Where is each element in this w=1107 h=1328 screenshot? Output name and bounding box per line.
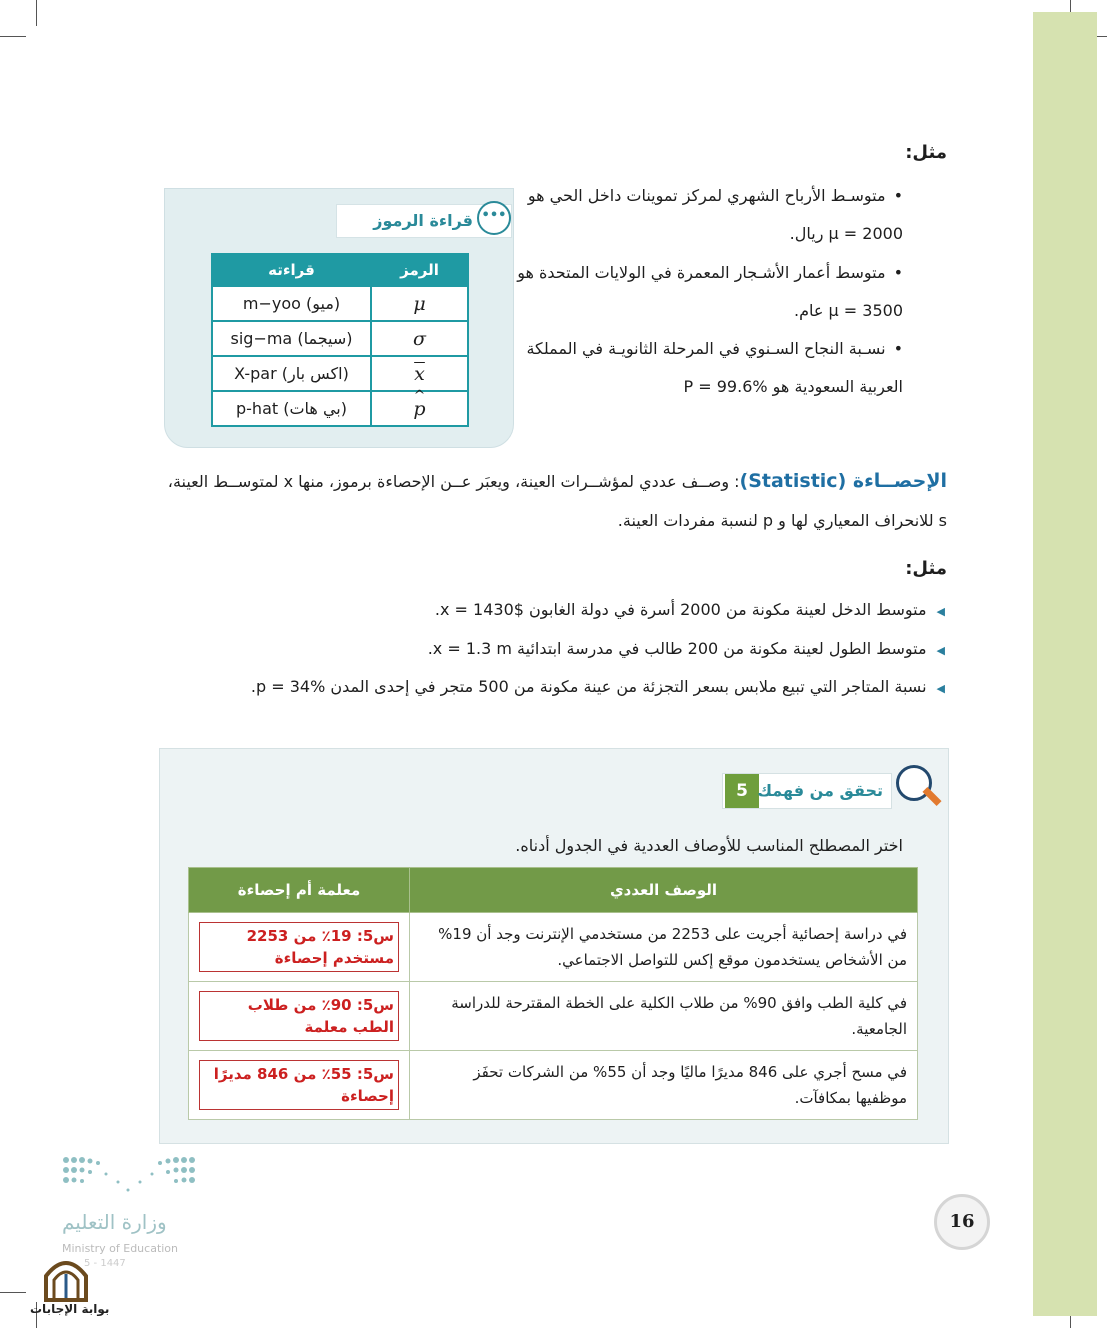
table-row <box>189 982 918 1051</box>
reading-cell: (بي هات) p-hat <box>212 391 371 426</box>
list-item: ◀متوسط الدخل لعينة مكونة من 2000 أسرة في دولة الغابون x = 1430$. <box>434 600 945 619</box>
symbol-cell: σ <box>371 321 468 356</box>
table-row <box>189 913 918 982</box>
table-row <box>212 356 468 391</box>
symbols-table <box>211 253 469 427</box>
bullet-item: •نسـبة النجاح السـنوي في المرحلة الثانويـة في المملكة <box>526 339 903 358</box>
crop-mark <box>36 0 37 26</box>
answer-box: س5: 90٪ من طلاب الطب معلمة <box>199 991 399 1041</box>
symbol-cell: μ <box>371 286 468 321</box>
exercise-number-badge: 5 <box>725 774 759 808</box>
crop-mark <box>0 36 26 37</box>
definition-term: الإحصــاءة (Statistic) <box>739 470 947 492</box>
table-row <box>189 1051 918 1120</box>
reading-cell: (سيجما) sig−ma <box>212 321 371 356</box>
example-heading: مثل: <box>905 558 947 579</box>
check-header <box>722 773 892 809</box>
description-cell: في مسح أجري على 846 مديرًا ماليًا وجد أن 55% من الشركات تحفَز موظفيها بمكافآت. <box>410 1051 918 1120</box>
table-row <box>212 391 468 426</box>
bullet-icon: • <box>893 263 903 282</box>
triangle-bullet-icon: ◀ <box>936 644 945 657</box>
watermark-text: بوابة الإجابات <box>30 1302 110 1316</box>
description-cell: في دراسة إحصائية أجريت على 2253 من مستخدمي الإنترنت وجد أن 19% من الأشخاص يستخدمون موقع إكس للتواصل الاجتماعي. <box>410 913 918 982</box>
symbols-box-header <box>336 204 512 238</box>
crop-mark <box>0 1292 26 1293</box>
triangle-bullet-icon: ◀ <box>936 682 945 695</box>
answer-cell <box>189 982 410 1051</box>
bullet-value: العربية السعودية هو P = 99.6% <box>683 377 903 396</box>
ministry-name-arabic: وزارة التعليم <box>62 1210 167 1234</box>
speech-bubble-icon: ••• <box>477 201 511 235</box>
table-row <box>212 286 468 321</box>
header-description: الوصف العددي <box>410 868 918 913</box>
answers-table <box>188 867 918 1120</box>
definition-line-1: الإحصــاءة (Statistic): وصــف عددي لمؤشــرات العينة، ويعبَر عــن الإحصاءة برموز، منها x لمتوســط العينة، <box>167 470 947 492</box>
symbol-cell: x <box>371 356 468 391</box>
ministry-year: 5 - 1447 <box>84 1258 126 1269</box>
ministry-logo-icon <box>62 1154 196 1196</box>
bullet-icon: • <box>893 339 903 358</box>
list-item: ◀نسبة المتاجر التي تبيع ملابس بسعر التجزئة من عينة مكونة من 500 متجر في إحدى المدن p = 34%. <box>250 677 945 696</box>
bullet-icon: • <box>893 186 903 205</box>
answer-cell <box>189 913 410 982</box>
header-answer: معلمة أم إحصاءة <box>189 868 410 913</box>
reading-cell: (ميو) m−yoo <box>212 286 371 321</box>
list-item: ◀متوسط الطول لعينة مكونة من 200 طالب في مدرسة ابتدائية x = 1.3 m. <box>427 639 945 658</box>
triangle-bullet-icon: ◀ <box>936 605 945 618</box>
ministry-name-english: Ministry of Education <box>62 1242 179 1255</box>
description-cell: في كلية الطب وافق 90% من طلاب الكلية على الخطة المقترحة للدراسة الجامعية. <box>410 982 918 1051</box>
bullet-item: •متوسـط الأرباح الشهري لمركز تموينات داخل الحي هو <box>527 186 903 205</box>
bullet-item: •متوسط أعمار الأشـجار المعمرة في الولايات المتحدة هو <box>517 263 903 282</box>
table-row <box>212 321 468 356</box>
symbols-header-symbol: الرمز <box>371 254 468 286</box>
side-strip <box>1033 12 1097 1316</box>
check-title: تحقق من فهمك <box>757 781 883 800</box>
symbols-header-reading: قراءته <box>212 254 371 286</box>
definition-line-2: s للانحراف المعياري لها و p لنسبة مفردات العينة. <box>617 511 947 530</box>
check-instruction: اختر المصطلح المناسب للأوصاف العددية في الجدول أدناه. <box>515 836 903 855</box>
answer-cell <box>189 1051 410 1120</box>
bullet-value: μ = 3500 عام. <box>794 301 903 320</box>
answer-box: س5: 19٪ من 2253 مستخدم إحصاءة <box>199 922 399 972</box>
example-heading: مثل: <box>905 142 947 163</box>
answer-box: س5: 55٪ من 846 مديرًا إحصاءة <box>199 1060 399 1110</box>
symbol-cell: ^ p <box>371 391 468 426</box>
symbols-box-title: قراءة الرموز <box>373 211 473 230</box>
bullet-value: μ = 2000 ريال. <box>789 224 903 243</box>
reading-cell: (اكس بار) X-par <box>212 356 371 391</box>
page-number: 16 <box>934 1194 990 1250</box>
